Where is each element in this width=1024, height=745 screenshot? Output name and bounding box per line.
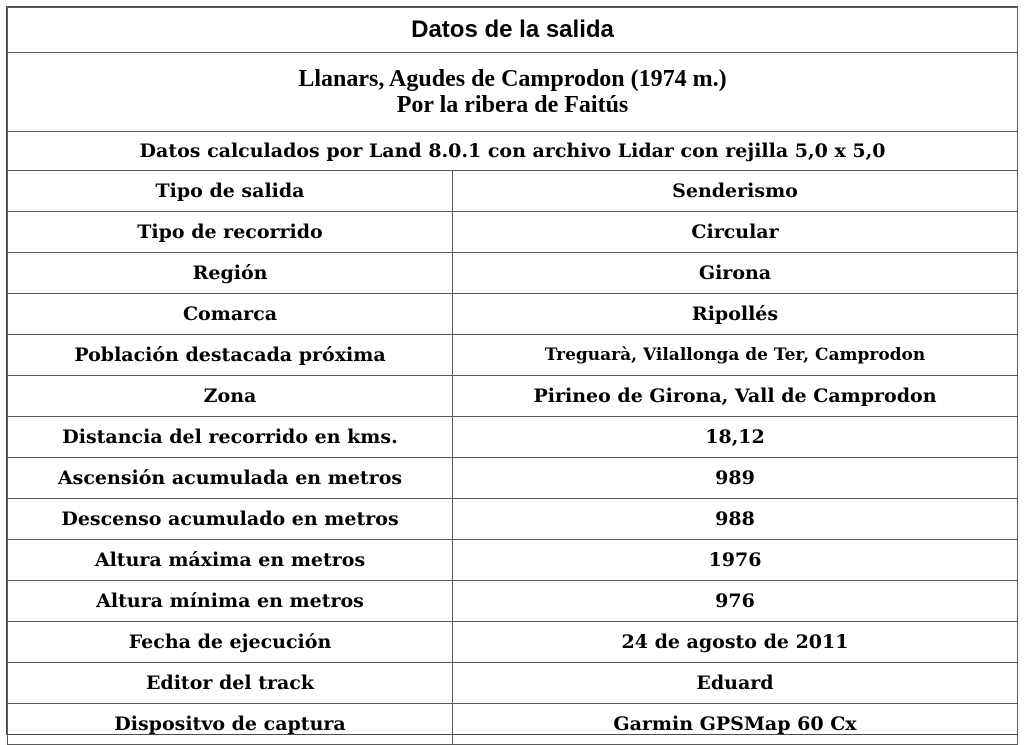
- calc-note: Datos calculados por Land 8.0.1 con archivo Lidar con rejilla 5,0 x 5,0: [8, 132, 1018, 171]
- row-value: Eduard: [453, 663, 1018, 704]
- row-label: Distancia del recorrido en kms.: [8, 417, 453, 458]
- table-row: [8, 294, 1018, 335]
- row-value: 18,12: [453, 417, 1018, 458]
- route-data-table: [7, 7, 1018, 745]
- table-row: [8, 458, 1018, 499]
- row-value: Ripollés: [453, 294, 1018, 335]
- row-label: Altura mínima en metros: [8, 581, 453, 622]
- row-value: Garmin GPSMap 60 Cx: [453, 704, 1018, 745]
- row-label: Zona: [8, 376, 453, 417]
- table-row: [8, 663, 1018, 704]
- table-row: [8, 417, 1018, 458]
- row-value: Circular: [453, 212, 1018, 253]
- row-value: Pirineo de Girona, Vall de Camprodon: [453, 376, 1018, 417]
- route-data-sheet: [6, 6, 1018, 735]
- table-row: [8, 335, 1018, 376]
- title-row: [8, 8, 1018, 53]
- table-row: [8, 704, 1018, 745]
- route-name: Llanars, Agudes de Camprodon (1974 m.): [298, 66, 727, 92]
- route-row: [8, 53, 1018, 132]
- table-row: [8, 171, 1018, 212]
- row-label: Región: [8, 253, 453, 294]
- row-label: Descenso acumulado en metros: [8, 499, 453, 540]
- route-name-cell: [8, 53, 1018, 132]
- row-label: Tipo de salida: [8, 171, 453, 212]
- table-row: [8, 581, 1018, 622]
- table-row: [8, 499, 1018, 540]
- row-value: 988: [453, 499, 1018, 540]
- row-value: 976: [453, 581, 1018, 622]
- table-row: [8, 376, 1018, 417]
- row-value: 989: [453, 458, 1018, 499]
- row-value: 24 de agosto de 2011: [453, 622, 1018, 663]
- table-row: [8, 253, 1018, 294]
- table-title: Datos de la salida: [8, 8, 1018, 53]
- row-value: 1976: [453, 540, 1018, 581]
- row-label: Editor del track: [8, 663, 453, 704]
- route-subtitle: Por la ribera de Faitús: [396, 92, 629, 118]
- table-row: [8, 540, 1018, 581]
- row-label: Altura máxima en metros: [8, 540, 453, 581]
- table-row: [8, 212, 1018, 253]
- row-label: Fecha de ejecución: [8, 622, 453, 663]
- row-label: Comarca: [8, 294, 453, 335]
- row-label: Tipo de recorrido: [8, 212, 453, 253]
- calc-note-row: [8, 132, 1018, 171]
- row-label: Dispositvo de captura: [8, 704, 453, 745]
- row-value: Girona: [453, 253, 1018, 294]
- row-value: Treguarà, Vilallonga de Ter, Camprodon: [453, 335, 1018, 376]
- table-row: [8, 622, 1018, 663]
- row-label: Ascensión acumulada en metros: [8, 458, 453, 499]
- row-value: Senderismo: [453, 171, 1018, 212]
- row-label: Población destacada próxima: [8, 335, 453, 376]
